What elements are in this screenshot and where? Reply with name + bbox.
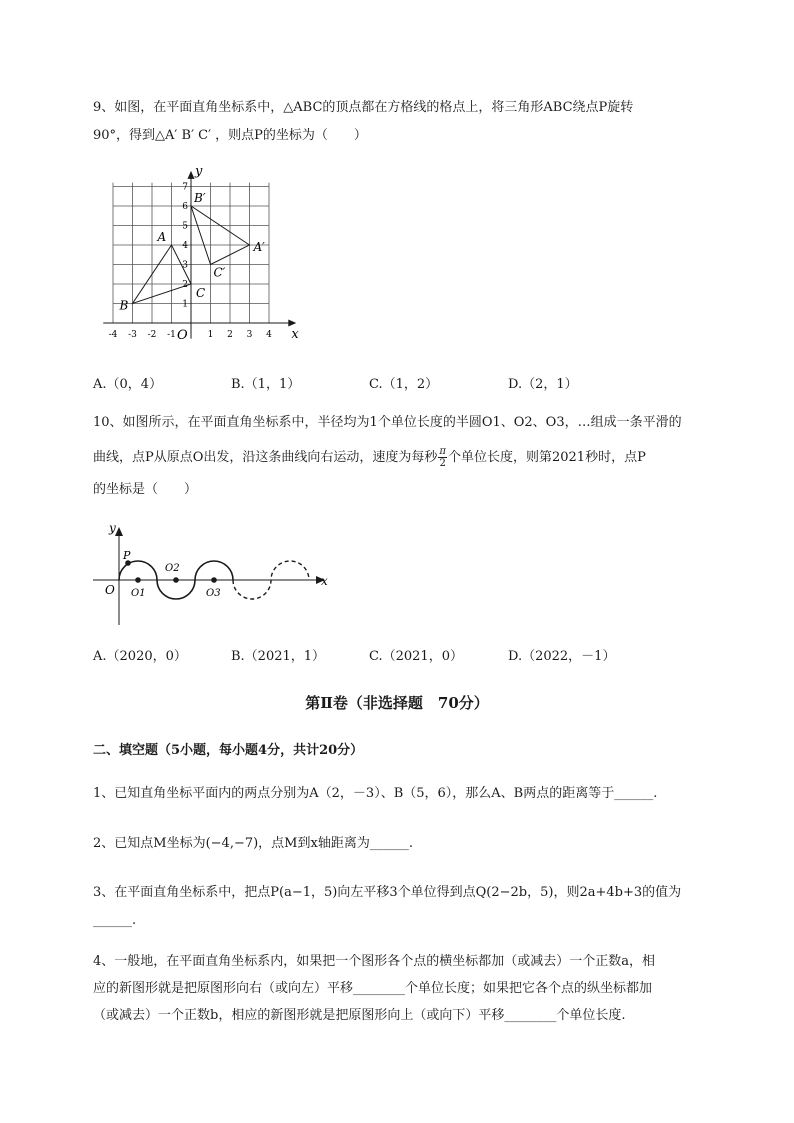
center-o2-dot <box>173 577 179 583</box>
q10-y-axis-arrow-icon <box>115 527 123 536</box>
q9-y-label: y <box>195 163 203 179</box>
point-label: A <box>157 230 167 244</box>
q9-option-a[interactable]: A.（0，4） <box>93 377 163 392</box>
x-tick-label: -4 <box>108 330 118 340</box>
x-tick-label: -2 <box>147 330 157 340</box>
fraction-numerator: π <box>439 446 446 457</box>
q9-origin-label: O <box>177 328 188 343</box>
q10-semicircle-curve-figure <box>85 515 345 635</box>
center-o3-dot <box>211 577 217 583</box>
q9-option-d[interactable]: D.（2，1） <box>508 377 578 392</box>
y-tick-label: 1 <box>182 299 188 310</box>
q10-o1-label: O1 <box>131 588 146 599</box>
point-label: B <box>119 298 129 313</box>
q9-y-axis-arrow-icon <box>188 171 195 179</box>
fill-q3-line2: ______. <box>93 913 137 928</box>
point-label: C′ <box>213 265 226 280</box>
q10-option-b[interactable]: B.（2021，1） <box>231 649 326 664</box>
q10-origin-label: O <box>105 583 115 597</box>
q10-option-d[interactable]: D.（2022，－1） <box>508 649 616 664</box>
q10-option-a[interactable]: A.（2020，0） <box>93 649 187 664</box>
q9-x-label: x <box>291 327 299 342</box>
q10-o3-label: O3 <box>206 588 221 599</box>
x-tick-label: 2 <box>227 330 233 340</box>
x-tick-label: -3 <box>128 330 137 340</box>
fill-q3-line1: 3、在平面直角坐标系中，把点P(a−1，5)向左平移3个单位得到点Q(2−2b，5)，则2a+4b+3的值为 <box>93 885 682 900</box>
fraction-denominator: 2 <box>439 458 446 469</box>
q10-stem-line2 <box>93 446 646 469</box>
triangle-a-prime-b-prime-c-prime <box>191 206 250 265</box>
fill-q4-line1: 4、一般地，在平面直角坐标系内，如果把一个图形各个点的横坐标都加（或减去）一个正数a，相 <box>93 954 656 969</box>
q10-option-c[interactable]: C.（2021，0） <box>369 649 463 664</box>
x-tick-label: 1 <box>207 330 214 340</box>
q10-y-label: y <box>109 521 116 535</box>
y-tick-label: 5 <box>182 221 188 232</box>
fill-in-section-header: 二、填空题（5小题，每小题4分，共计20分） <box>93 743 364 758</box>
y-tick-label: 6 <box>182 202 188 212</box>
triangle-abc <box>133 245 192 304</box>
x-tick-label: -1 <box>167 330 176 340</box>
q9-option-b[interactable]: B.（1，1） <box>231 377 301 392</box>
section-title: 第Ⅱ卷（非选择题 70分） <box>305 694 489 712</box>
q10-stem-line1: 10、如图所示，在平面直角坐标系中，半径均为1个单位长度的半圆O1、O2、O3，…组成一条平滑的 <box>93 415 682 430</box>
q10-point-p-label: P <box>123 549 131 562</box>
q9-stem-line2: 90°，得到△A′ B′ C′ ，则点P的坐标为（ ） <box>93 128 367 143</box>
pi-over-2-fraction <box>438 446 447 469</box>
x-tick-label: 3 <box>246 330 253 340</box>
y-tick-label: 4 <box>182 241 188 251</box>
q9-stem-line1: 9、如图，在平面直角坐标系中，△ABC的顶点都在方格线的格点上，将三角形ABC绕点P旋转 <box>93 100 634 115</box>
point-label: A′ <box>253 240 265 254</box>
fill-q4-line3: （或减去）一个正数b，相应的新图形就是把原图形向上（或向下）平移________个单位长度. <box>93 1008 626 1023</box>
point-label: C <box>196 286 206 300</box>
q9-x-axis-arrow-icon <box>288 320 296 327</box>
center-o1-dot <box>135 577 141 583</box>
fill-q4-line2: 应的新图形就是把原图形向右（或向左）平移________个单位长度；如果把它各个点的纵坐标都加 <box>93 981 653 996</box>
q10-o2-label: O2 <box>165 563 180 574</box>
q9-option-c[interactable]: C.（1，2） <box>369 377 439 392</box>
q10-x-label: x <box>321 574 328 588</box>
q10-stem-line3: 的坐标是（ ） <box>93 482 198 497</box>
q10-stem-line2-post: 个单位长度，则第2021秒时，点P <box>447 450 646 465</box>
y-tick-label: 7 <box>182 182 188 193</box>
q10-stem-line2-pre: 曲线，点P从原点O出发，沿这条曲线向右运动，速度为每秒 <box>93 450 438 465</box>
y-tick-label: 3 <box>182 260 188 271</box>
fill-q2: 2、已知点M坐标为(−4,−7)，点M到x轴距离为______. <box>93 836 413 851</box>
point-label: B′ <box>194 191 206 205</box>
x-tick-label: 4 <box>266 330 272 340</box>
fill-q1: 1、已知直角坐标平面内的两点分别为A（2，－3）、B（5，6），那么A、B两点的距离等于______. <box>93 786 658 801</box>
y-tick-label: 2 <box>182 280 188 290</box>
